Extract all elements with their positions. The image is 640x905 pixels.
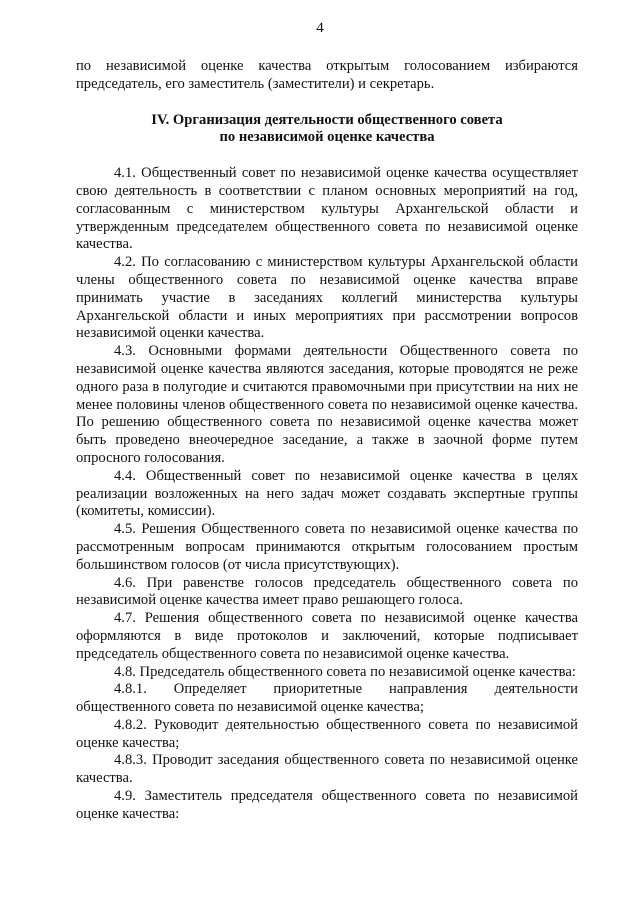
- paragraph-4-8-3: 4.8.3. Проводит заседания общественного совета по независимой оценке качества.: [76, 752, 578, 787]
- paragraph-4-6: 4.6. При равенстве голосов председатель общественного совета по независимой оценке качества имеет право решающего голоса.: [76, 574, 578, 609]
- page-number: 4: [316, 20, 324, 36]
- paragraph-4-3: 4.3. Основными формами деятельности Общественного совета по независимой оценке качества являются заседания, которые проводятся не реже одного раза в полугодие и считаются правомочными при присутствии на них не менее половины членов общественного совета по независимой оценке качества. По решению общественного совета по независимой оценке качества может быть проведено внеочередное заседание, а также в заочной форме путем опросного голосования.: [76, 343, 578, 466]
- document-body: [76, 58, 578, 824]
- paragraph-4-1: 4.1. Общественный совет по независимой оценке качества осуществляет свою деятельность в соответствии с планом основных мероприятий на год, согласованным с министерством культуры Архангельской области и утвержденным председателем общественного совета по независимой оценке качества.: [76, 165, 578, 253]
- paragraph-4-8: 4.8. Председатель общественного совета по независимой оценке качества:: [114, 663, 576, 680]
- section-heading-line-1: IV. Организация деятельности общественного совета: [151, 111, 503, 128]
- intro-paragraph: по независимой оценке качества открытым голосованием избираются председатель, его заместитель (заместители) и секретарь.: [76, 58, 578, 92]
- paragraph-4-5: 4.5. Решения Общественного совета по независимой оценке качества по рассмотренным вопросам принимаются открытым голосованием простым большинством голосов (от числа присутствующих).: [76, 521, 578, 573]
- paragraph-4-7: 4.7. Решения общественного совета по независимой оценке качества оформляются в виде протоколов и заключений, которые подписывает председатель общественного совета по независимой оценке качества.: [76, 610, 578, 662]
- section-heading: [76, 112, 578, 148]
- paragraph-4-8-1: 4.8.1. Определяет приоритетные направления деятельности общественного совета по независимой оценке качества;: [76, 681, 578, 716]
- paragraph-4-9: 4.9. Заместитель председателя общественного совета по независимой оценке качества:: [76, 788, 578, 822]
- section-heading-line-2: по независимой оценке качества: [219, 129, 435, 146]
- paragraph-4-4: 4.4. Общественный совет по независимой оценке качества в целях реализации возложенных на него задач может создавать экспертные группы (комитеты, комиссии).: [76, 467, 578, 520]
- paragraph-4-8-2: 4.8.2. Руководит деятельностью общественного совета по независимой оценке качества;: [76, 716, 578, 751]
- paragraph-4-2: 4.2. По согласованию с министерством культуры Архангельской области члены общественного совета по независимой оценке качества вправе принимать участие в заседаниях коллегий министерства культуры Архангельской области и иных мероприятиях при рассмотрении вопросов независимой оценки качества.: [76, 254, 578, 342]
